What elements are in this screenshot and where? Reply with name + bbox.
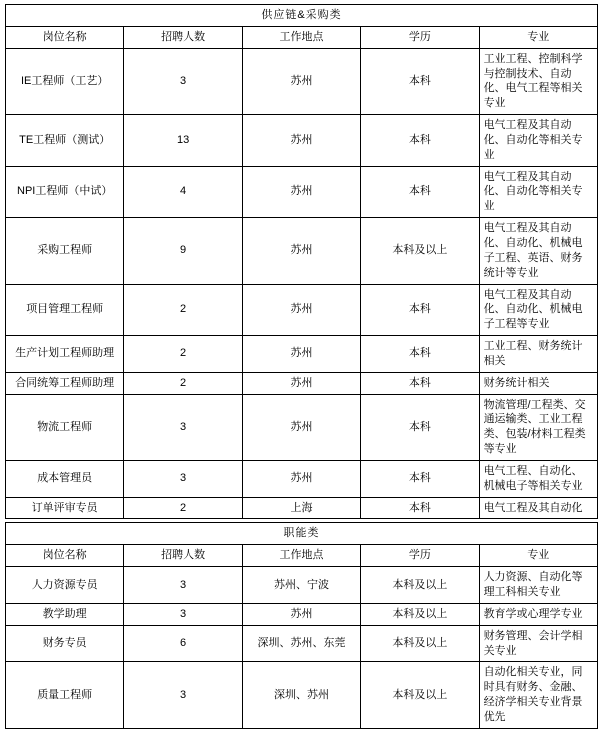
cell-major: 电气工程及其自动化、自动化等相关专业	[479, 115, 597, 167]
cell-major: 物流管理/工程类、交通运输类、工业工程类、包装/材料工程类等专业	[479, 394, 597, 460]
cell-location: 上海	[242, 497, 360, 519]
section-title: 供应链&采购类	[6, 5, 598, 27]
cell-headcount: 3	[124, 662, 242, 728]
cell-education: 本科	[361, 115, 479, 167]
cell-location: 苏州	[242, 460, 360, 497]
cell-location: 苏州	[242, 394, 360, 460]
cell-position: TE工程师（测试）	[6, 115, 124, 167]
column-header-position: 岗位名称	[6, 26, 124, 48]
column-header-position: 岗位名称	[6, 545, 124, 567]
cell-major: 工业工程、控制科学与控制技术、自动化、电气工程等相关专业	[479, 48, 597, 114]
table-row	[6, 662, 598, 728]
cell-education: 本科及以上	[361, 567, 479, 604]
table-row	[6, 284, 598, 336]
functional-roles-table	[5, 522, 598, 728]
cell-position: 财务专员	[6, 625, 124, 662]
cell-major: 财务管理、会计学相关专业	[479, 625, 597, 662]
cell-position: 采购工程师	[6, 218, 124, 284]
cell-position: NPI工程师（中试）	[6, 166, 124, 218]
cell-location: 苏州	[242, 603, 360, 625]
cell-education: 本科	[361, 284, 479, 336]
column-header-education: 学历	[361, 26, 479, 48]
column-header-headcount: 招聘人数	[124, 545, 242, 567]
cell-major: 电气工程及其自动化	[479, 497, 597, 519]
table-row	[6, 567, 598, 604]
column-header-education: 学历	[361, 545, 479, 567]
cell-location: 苏州	[242, 218, 360, 284]
column-header-major: 专业	[479, 545, 597, 567]
table-row	[6, 336, 598, 373]
table-row	[6, 48, 598, 114]
cell-education: 本科	[361, 372, 479, 394]
cell-education: 本科及以上	[361, 218, 479, 284]
cell-headcount: 4	[124, 166, 242, 218]
supply-chain-procurement-table	[5, 4, 598, 519]
cell-location: 苏州	[242, 284, 360, 336]
column-header-location: 工作地点	[242, 545, 360, 567]
cell-education: 本科及以上	[361, 603, 479, 625]
table-row	[6, 394, 598, 460]
cell-location: 苏州	[242, 48, 360, 114]
section-title-row	[6, 5, 598, 27]
cell-position: 人力资源专员	[6, 567, 124, 604]
cell-headcount: 3	[124, 394, 242, 460]
cell-headcount: 3	[124, 567, 242, 604]
table-row	[6, 166, 598, 218]
cell-major: 电气工程及其自动化、自动化、机械电子工程等专业	[479, 284, 597, 336]
cell-major: 工业工程、财务统计相关	[479, 336, 597, 373]
cell-education: 本科及以上	[361, 625, 479, 662]
cell-major: 财务统计相关	[479, 372, 597, 394]
cell-position: 项目管理工程师	[6, 284, 124, 336]
cell-position: 教学助理	[6, 603, 124, 625]
cell-position: IE工程师（工艺）	[6, 48, 124, 114]
cell-headcount: 2	[124, 497, 242, 519]
section-title: 职能类	[6, 523, 598, 545]
cell-headcount: 2	[124, 284, 242, 336]
table-row	[6, 372, 598, 394]
section-title-row	[6, 523, 598, 545]
cell-headcount: 13	[124, 115, 242, 167]
table-row	[6, 497, 598, 519]
column-header-headcount: 招聘人数	[124, 26, 242, 48]
cell-headcount: 9	[124, 218, 242, 284]
table-row	[6, 218, 598, 284]
table-row	[6, 460, 598, 497]
cell-headcount: 2	[124, 336, 242, 373]
cell-location: 深圳、苏州	[242, 662, 360, 728]
cell-major: 自动化相关专业，同时具有财务、金融、经济学相关专业背景优先	[479, 662, 597, 728]
table-row	[6, 603, 598, 625]
cell-major: 电气工程及其自动化、自动化等相关专业	[479, 166, 597, 218]
cell-major: 电气工程及其自动化、自动化、机械电子工程、英语、财务统计等专业	[479, 218, 597, 284]
cell-education: 本科	[361, 166, 479, 218]
cell-headcount: 3	[124, 603, 242, 625]
cell-education: 本科	[361, 336, 479, 373]
cell-major: 教育学或心理学专业	[479, 603, 597, 625]
cell-major: 电气工程、自动化、机械电子等相关专业	[479, 460, 597, 497]
cell-location: 苏州	[242, 336, 360, 373]
column-header-location: 工作地点	[242, 26, 360, 48]
table-header-row	[6, 545, 598, 567]
cell-headcount: 2	[124, 372, 242, 394]
cell-education: 本科	[361, 460, 479, 497]
cell-headcount: 3	[124, 48, 242, 114]
cell-position: 订单评审专员	[6, 497, 124, 519]
cell-headcount: 3	[124, 460, 242, 497]
cell-education: 本科	[361, 394, 479, 460]
cell-position: 质量工程师	[6, 662, 124, 728]
column-header-major: 专业	[479, 26, 597, 48]
table-row	[6, 625, 598, 662]
table-row	[6, 115, 598, 167]
cell-major: 人力资源、自动化等理工科相关专业	[479, 567, 597, 604]
cell-position: 合同统筹工程师助理	[6, 372, 124, 394]
cell-position: 物流工程师	[6, 394, 124, 460]
cell-headcount: 6	[124, 625, 242, 662]
table-header-row	[6, 26, 598, 48]
cell-education: 本科	[361, 48, 479, 114]
cell-education: 本科	[361, 497, 479, 519]
cell-position: 生产计划工程师助理	[6, 336, 124, 373]
cell-position: 成本管理员	[6, 460, 124, 497]
cell-education: 本科及以上	[361, 662, 479, 728]
cell-location: 苏州	[242, 166, 360, 218]
cell-location: 苏州	[242, 372, 360, 394]
cell-location: 苏州、宁波	[242, 567, 360, 604]
cell-location: 深圳、苏州、东莞	[242, 625, 360, 662]
cell-location: 苏州	[242, 115, 360, 167]
